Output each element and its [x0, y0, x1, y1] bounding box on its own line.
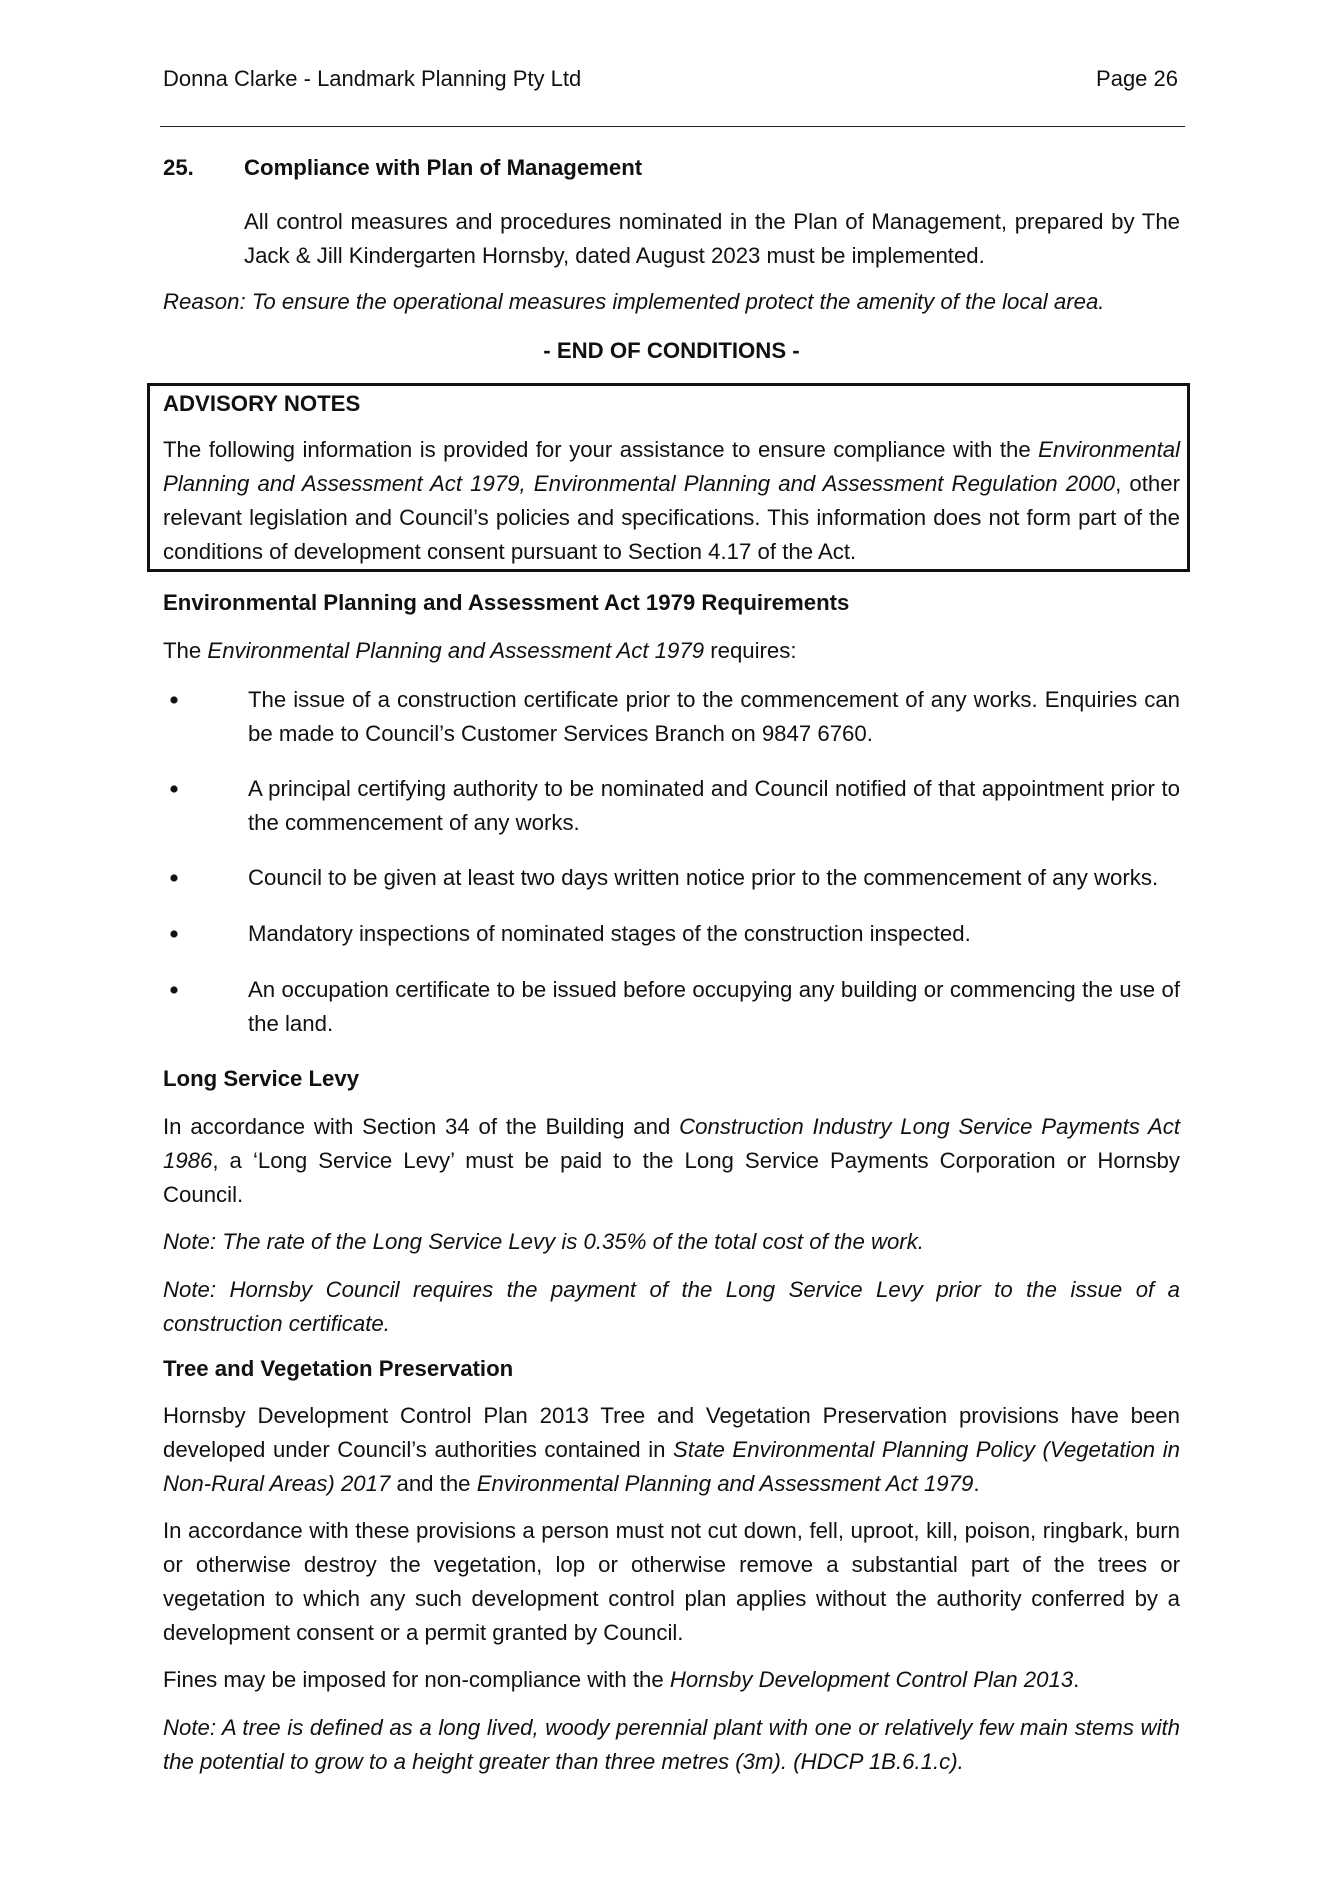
levy-text-1: In accordance with Section 34 of the Building and	[163, 1114, 680, 1139]
levy-text-2: , a ‘Long Service Levy’ must be paid to the Long Service Payments Corporation or Hornsby Council.	[163, 1148, 1180, 1207]
list-item: The issue of a construction certificate prior to the commencement of any works. Enquiries can be made to Council’s Customer Services Branch on 9847 6760.	[248, 687, 1180, 746]
bullet-dot	[168, 872, 180, 884]
tree-dcp: Hornsby Development Control Plan 2013	[669, 1667, 1074, 1692]
epa-heading: Environmental Planning and Assessment Act 1979 Requirements	[163, 590, 850, 615]
tree-paragraph-3	[163, 1663, 1180, 1697]
advisory-text-2: , other relevant legislation and Council’s policies and specifications. This information does not form part of the conditions of development consent pursuant to Section 4.17 of the Act.	[163, 471, 1180, 564]
page-number: Page 26	[1096, 66, 1178, 91]
epa-intro	[163, 634, 797, 668]
tree-note: Note: A tree is defined as a long lived, woody perennial plant with one or relatively few main stems with the potential to grow to a height greater than three metres (3m). (HDCP 1B.6.1.c).	[163, 1715, 1180, 1774]
bullet-dot	[168, 783, 180, 795]
epa-intro-post: requires:	[704, 638, 797, 663]
end-of-conditions: - END OF CONDITIONS -	[543, 338, 800, 363]
bullet-dot	[168, 694, 180, 706]
header-left: Donna Clarke - Landmark Planning Pty Ltd	[163, 66, 582, 91]
levy-paragraph	[163, 1110, 1180, 1212]
tree-fines-end: .	[1073, 1667, 1080, 1692]
tree-text-2: and the	[390, 1471, 477, 1496]
list-item: An occupation certificate to be issued before occupying any building or commencing the use of the land.	[248, 977, 1180, 1036]
bullet-dot	[168, 928, 180, 940]
list-item: Mandatory inspections of nominated stages of the construction inspected.	[248, 921, 971, 946]
condition-title: Compliance with Plan of Management	[244, 155, 643, 180]
header-rule	[160, 126, 1185, 127]
levy-note-payment: Note: Hornsby Council requires the payment of the Long Service Levy prior to the issue of a construction certificate.	[163, 1277, 1180, 1336]
tree-heading: Tree and Vegetation Preservation	[163, 1356, 514, 1381]
advisory-text-1: The following information is provided for your assistance to ensure compliance with the	[163, 437, 1039, 462]
tree-text-1: Hornsby Development Control Plan 2013 Tree and Vegetation Preservation provisions have been developed under Council’s authorities contained in	[163, 1403, 1180, 1462]
tree-act: Environmental Planning and Assessment Act 1979	[476, 1471, 974, 1496]
epa-intro-act: Environmental Planning and Assessment Act 1979	[207, 638, 705, 663]
condition-reason: Reason: To ensure the operational measures implemented protect the amenity of the local area.	[163, 289, 1105, 314]
tree-sepp: State Environmental Planning Policy (Vegetation in Non-Rural Areas) 2017	[163, 1437, 1180, 1496]
epa-intro-pre: The	[163, 638, 208, 663]
tree-paragraph-2: In accordance with these provisions a person must not cut down, fell, uproot, kill, poison, ringbark, burn or otherwise destroy the vegetation, lop or otherwise remove a substantial part of the trees or vegetation to which any such development control plan applies without the authority conferred by a development consent or a permit granted by Council.	[163, 1518, 1180, 1645]
tree-fines-text: Fines may be imposed for non-compliance with the	[163, 1667, 670, 1692]
bullet-dot	[168, 984, 180, 996]
levy-note-rate: Note: The rate of the Long Service Levy is 0.35% of the total cost of the work.	[163, 1229, 924, 1254]
list-item: A principal certifying authority to be nominated and Council notified of that appointment prior to the commencement of any works.	[248, 776, 1180, 835]
levy-heading: Long Service Levy	[163, 1066, 360, 1091]
list-item: Council to be given at least two days written notice prior to the commencement of any works.	[248, 865, 1159, 890]
tree-text-3: .	[973, 1471, 980, 1496]
tree-paragraph-1	[163, 1399, 1180, 1501]
condition-body: All control measures and procedures nominated in the Plan of Management, prepared by The Jack & Jill Kindergarten Hornsby, dated August 2023 must be implemented.	[244, 209, 1180, 268]
condition-number: 25.	[163, 155, 194, 180]
advisory-act-titles: Environmental Planning and Assessment Act 1979, Environmental Planning and Assessment Regulation 2000	[163, 437, 1180, 496]
advisory-paragraph	[163, 433, 1180, 569]
advisory-title: ADVISORY NOTES	[163, 391, 361, 416]
levy-act: Construction Industry Long Service Payments Act 1986	[163, 1114, 1180, 1173]
